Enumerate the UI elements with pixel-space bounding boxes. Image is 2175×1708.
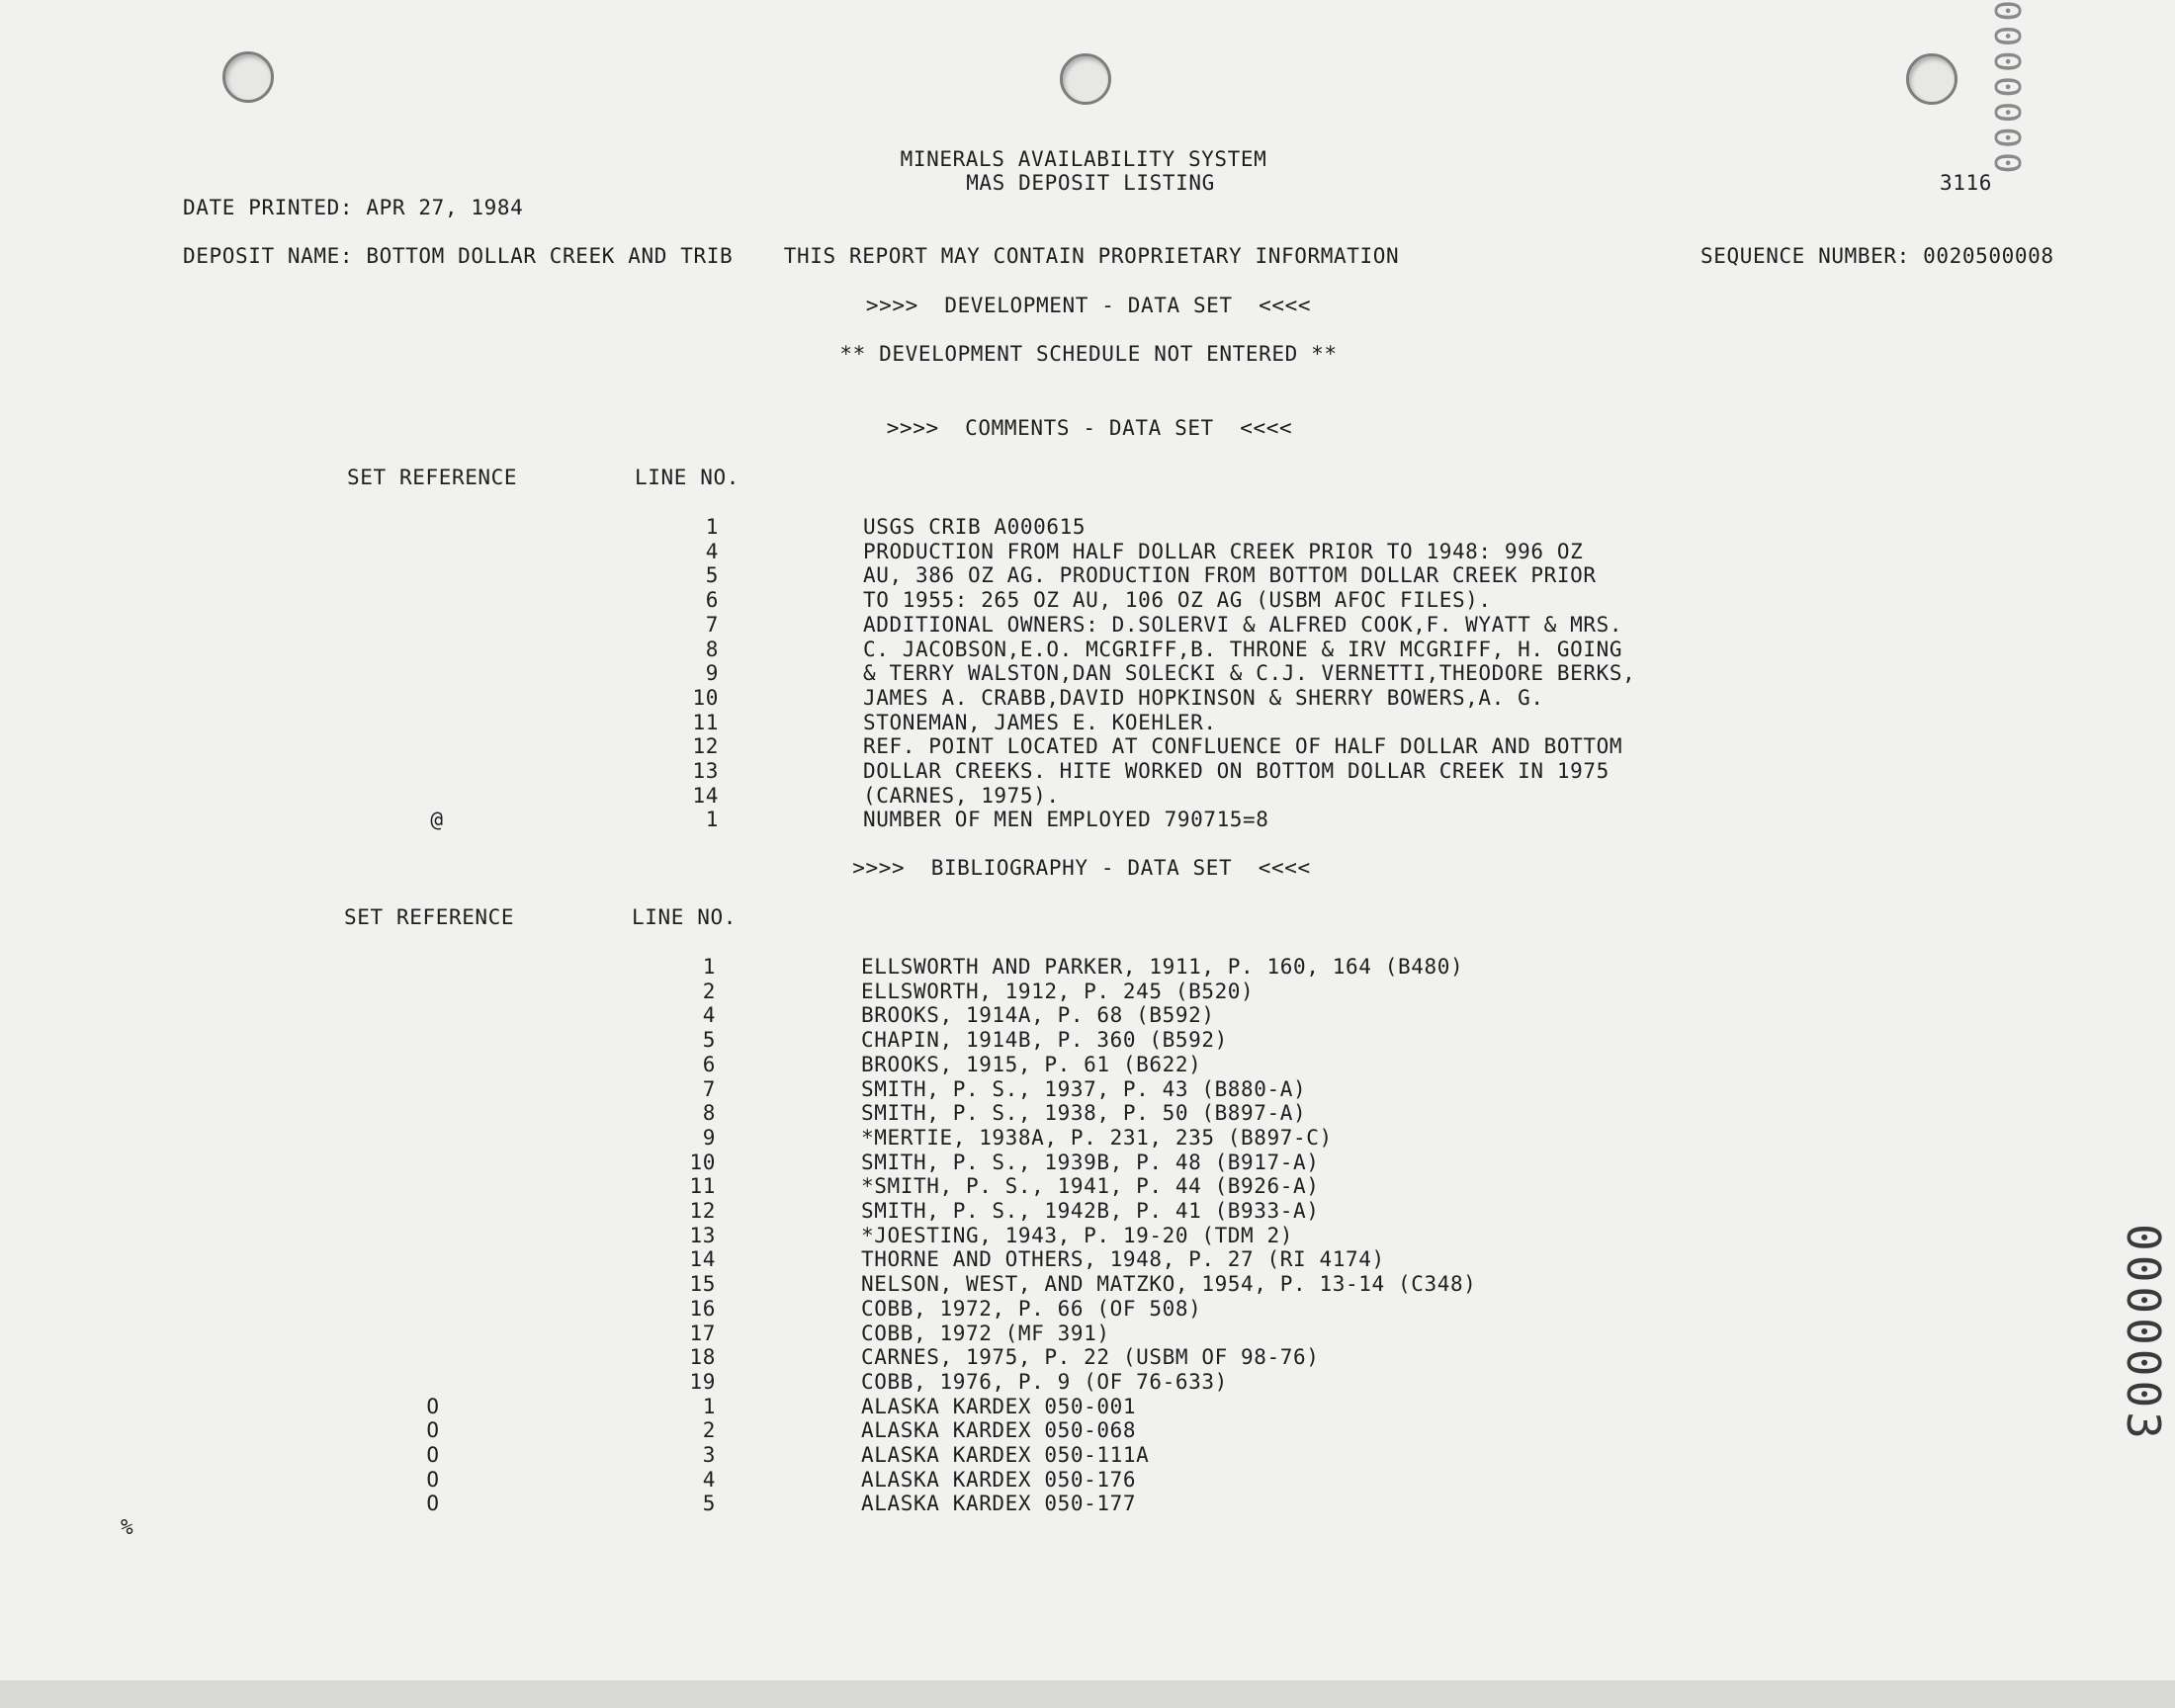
table-row (0, 588, 1977, 613)
table-row (0, 661, 1977, 686)
entry-text-cell: COBB, 1972, P. 66 (OF 508) (861, 1296, 1202, 1321)
table-row (0, 638, 1977, 662)
punch-hole-right (1906, 53, 1958, 105)
line-number-cell: 3 (702, 1443, 716, 1467)
entry-text-cell: *JOESTING, 1943, P. 19-20 (TDM 2) (861, 1223, 1294, 1247)
table-row (0, 613, 1977, 638)
entry-text-cell: SMITH, P. S., 1937, P. 43 (B880-A) (861, 1076, 1307, 1101)
line-number-cell: 5 (705, 563, 719, 588)
line-number-cell: 7 (702, 1076, 716, 1101)
listing-title: MAS DEPOSIT LISTING (966, 171, 1215, 195)
line-number-cell: 6 (705, 588, 719, 613)
entry-text-cell: ALASKA KARDEX 050-176 (861, 1467, 1137, 1492)
line-number-cell: 11 (692, 710, 719, 734)
comments-heading: >>>> COMMENTS - DATA SET <<<< (886, 416, 1293, 440)
entry-text-cell: ADDITIONAL OWNERS: D.SOLERVI & ALFRED COOK,F. WYATT & MRS. (863, 612, 1623, 637)
set-reference-cell: O (426, 1443, 440, 1467)
table-row (0, 1003, 1977, 1028)
line-number-cell: 19 (689, 1369, 716, 1394)
table-row (0, 515, 1977, 540)
table-row (0, 1297, 1977, 1322)
development-note: ** DEVELOPMENT SCHEDULE NOT ENTERED ** (839, 342, 1338, 366)
table-row (0, 1028, 1977, 1053)
table-row (0, 955, 1977, 980)
entry-text-cell: (CARNES, 1975). (863, 783, 1060, 808)
line-number-cell: 9 (705, 661, 719, 686)
table-row (0, 1077, 1977, 1102)
set-reference-cell: O (426, 1492, 440, 1516)
entry-text-cell: TO 1955: 265 OZ AU, 106 OZ AG (USBM AFOC FILES). (863, 588, 1492, 613)
table-row (0, 759, 1977, 784)
line-number-cell: 4 (705, 539, 719, 563)
sequence-number-label: SEQUENCE NUMBER: (1699, 243, 1910, 268)
table-row (0, 784, 1977, 809)
table-row (0, 686, 1977, 711)
line-number-cell: 13 (692, 759, 719, 783)
entry-text-cell: NUMBER OF MEN EMPLOYED 790715=8 (863, 808, 1269, 832)
line-number-cell: 5 (702, 1028, 716, 1053)
page-number: 3116 (1940, 171, 1992, 195)
line-number-cell: 2 (702, 979, 716, 1003)
table-row (0, 1418, 1977, 1443)
footer-mark: % (121, 1515, 134, 1539)
table-row (0, 1053, 1977, 1077)
table-row (0, 1101, 1977, 1126)
set-reference-cell: @ (430, 808, 444, 832)
entry-text-cell: AU, 386 OZ AG. PRODUCTION FROM BOTTOM DOLLAR CREEK PRIOR (863, 563, 1597, 588)
line-number-cell: 2 (702, 1418, 716, 1443)
entry-text-cell: REF. POINT LOCATED AT CONFLUENCE OF HALF DOLLAR AND BOTTOM (863, 734, 1623, 759)
table-row (0, 1224, 1977, 1248)
entry-text-cell: DOLLAR CREEKS. HITE WORKED ON BOTTOM DOLLAR CREEK IN 1975 (863, 759, 1610, 783)
entry-text-cell: C. JACOBSON,E.O. MCGRIFF,B. THRONE & IRV MCGRIFF, H. GOING (863, 637, 1623, 661)
comments-col-set-reference: SET REFERENCE (347, 466, 518, 489)
line-number-cell: 11 (689, 1174, 716, 1199)
entry-text-cell: ELLSWORTH, 1912, P. 245 (B520) (861, 979, 1255, 1003)
entry-text-cell: CHAPIN, 1914B, P. 360 (B592) (861, 1028, 1228, 1053)
line-number-cell: 1 (705, 808, 719, 832)
entry-text-cell: STONEMAN, JAMES E. KOEHLER. (863, 710, 1217, 734)
line-number-cell: 18 (689, 1345, 716, 1370)
deposit-name-label: DEPOSIT NAME: (182, 243, 354, 268)
punch-hole-center (1060, 53, 1111, 105)
development-heading: >>>> DEVELOPMENT - DATA SET <<<< (865, 294, 1312, 317)
entry-text-cell: ALASKA KARDEX 050-111A (861, 1443, 1150, 1467)
line-number-cell: 15 (689, 1272, 716, 1297)
line-number-cell: 9 (702, 1125, 716, 1150)
set-reference-cell: O (426, 1467, 440, 1492)
entry-text-cell: BROOKS, 1914A, P. 68 (B592) (861, 1003, 1215, 1028)
entry-text-cell: BROOKS, 1915, P. 61 (B622) (861, 1052, 1202, 1076)
entry-text-cell: SMITH, P. S., 1938, P. 50 (B897-A) (861, 1101, 1307, 1126)
table-row (0, 1395, 1977, 1419)
entry-text-cell: COBB, 1976, P. 9 (OF 76-633) (861, 1369, 1228, 1394)
entry-text-cell: PRODUCTION FROM HALF DOLLAR CREEK PRIOR TO 1948: 996 OZ (863, 539, 1584, 563)
comments-col-line-no: LINE NO. (635, 466, 740, 489)
side-stamp-top: 0000000 (1986, 0, 2027, 178)
table-row (0, 1247, 1977, 1272)
entry-text-cell: ALASKA KARDEX 050-177 (861, 1492, 1137, 1516)
table-row (0, 563, 1977, 588)
table-row (0, 1199, 1977, 1224)
line-number-cell: 7 (705, 612, 719, 637)
line-number-cell: 10 (689, 1150, 716, 1174)
bibliography-col-line-no: LINE NO. (632, 905, 737, 929)
entry-text-cell: ALASKA KARDEX 050-068 (861, 1418, 1137, 1443)
line-number-cell: 12 (689, 1199, 716, 1223)
table-row (0, 1468, 1977, 1493)
entry-text-cell: THORNE AND OTHERS, 1948, P. 27 (RI 4174) (861, 1247, 1385, 1272)
table-row (0, 1272, 1977, 1297)
set-reference-cell: O (426, 1418, 440, 1443)
system-title: MINERALS AVAILABILITY SYSTEM (900, 147, 1267, 171)
entry-text-cell: SMITH, P. S., 1942B, P. 41 (B933-A) (861, 1199, 1320, 1223)
line-number-cell: 6 (702, 1052, 716, 1076)
table-row (0, 734, 1977, 759)
table-row (0, 1345, 1977, 1370)
entry-text-cell: CARNES, 1975, P. 22 (USBM OF 98-76) (861, 1345, 1320, 1370)
side-stamp-bottom: 0000003 (2117, 1224, 2170, 1443)
proprietary-notice: THIS REPORT MAY CONTAIN PROPRIETARY INFORMATION (783, 244, 1400, 268)
line-number-cell: 14 (692, 783, 719, 808)
line-number-cell: 10 (692, 685, 719, 710)
line-number-cell: 4 (702, 1003, 716, 1028)
entry-text-cell: & TERRY WALSTON,DAN SOLECKI & C.J. VERNETTI,THEODORE BERKS, (863, 661, 1636, 686)
line-number-cell: 5 (702, 1492, 716, 1516)
table-row (0, 980, 1977, 1004)
line-number-cell: 17 (689, 1321, 716, 1345)
line-number-cell: 1 (702, 1394, 716, 1418)
table-row (0, 711, 1977, 735)
date-printed-value: APR 27, 1984 (366, 195, 524, 219)
table-row (0, 1370, 1977, 1395)
line-number-cell: 14 (689, 1247, 716, 1272)
line-number-cell: 12 (692, 734, 719, 759)
sequence-number-value: 0020500008 (1923, 243, 2054, 268)
entry-text-cell: *MERTIE, 1938A, P. 231, 235 (B897-C) (861, 1125, 1333, 1150)
punch-hole-left (222, 51, 274, 103)
entry-text-cell: NELSON, WEST, AND MATZKO, 1954, P. 13-14 (C348) (861, 1272, 1477, 1297)
table-row (0, 1492, 1977, 1516)
entry-text-cell: ALASKA KARDEX 050-001 (861, 1394, 1137, 1418)
entry-text-cell: USGS CRIB A000615 (863, 515, 1087, 539)
line-number-cell: 1 (702, 955, 716, 979)
bibliography-col-set-reference: SET REFERENCE (344, 905, 515, 929)
entry-text-cell: *SMITH, P. S., 1941, P. 44 (B926-A) (861, 1174, 1320, 1199)
entry-text-cell: ELLSWORTH AND PARKER, 1911, P. 160, 164 (B480) (861, 955, 1464, 979)
bibliography-heading: >>>> BIBLIOGRAPHY - DATA SET <<<< (852, 856, 1311, 880)
entry-text-cell: COBB, 1972 (MF 391) (861, 1321, 1110, 1345)
table-row (0, 540, 1977, 564)
set-reference-cell: O (426, 1394, 440, 1418)
table-row (0, 1322, 1977, 1346)
deposit-name (130, 219, 733, 293)
deposit-name-value: BOTTOM DOLLAR CREEK AND TRIB (366, 243, 734, 268)
date-printed-label: DATE PRINTED: (182, 195, 354, 219)
line-number-cell: 8 (705, 637, 719, 661)
line-number-cell: 1 (705, 515, 719, 539)
table-row (0, 1174, 1977, 1199)
entry-text-cell: SMITH, P. S., 1939B, P. 48 (B917-A) (861, 1150, 1320, 1174)
table-row (0, 1151, 1977, 1175)
line-number-cell: 8 (702, 1101, 716, 1126)
line-number-cell: 4 (702, 1467, 716, 1492)
table-row (0, 1126, 1977, 1151)
sequence-number (1648, 219, 2054, 293)
table-row (0, 1443, 1977, 1468)
line-number-cell: 16 (689, 1296, 716, 1321)
table-row (0, 808, 1977, 832)
line-number-cell: 13 (689, 1223, 716, 1247)
entry-text-cell: JAMES A. CRABB,DAVID HOPKINSON & SHERRY BOWERS,A. G. (863, 685, 1544, 710)
